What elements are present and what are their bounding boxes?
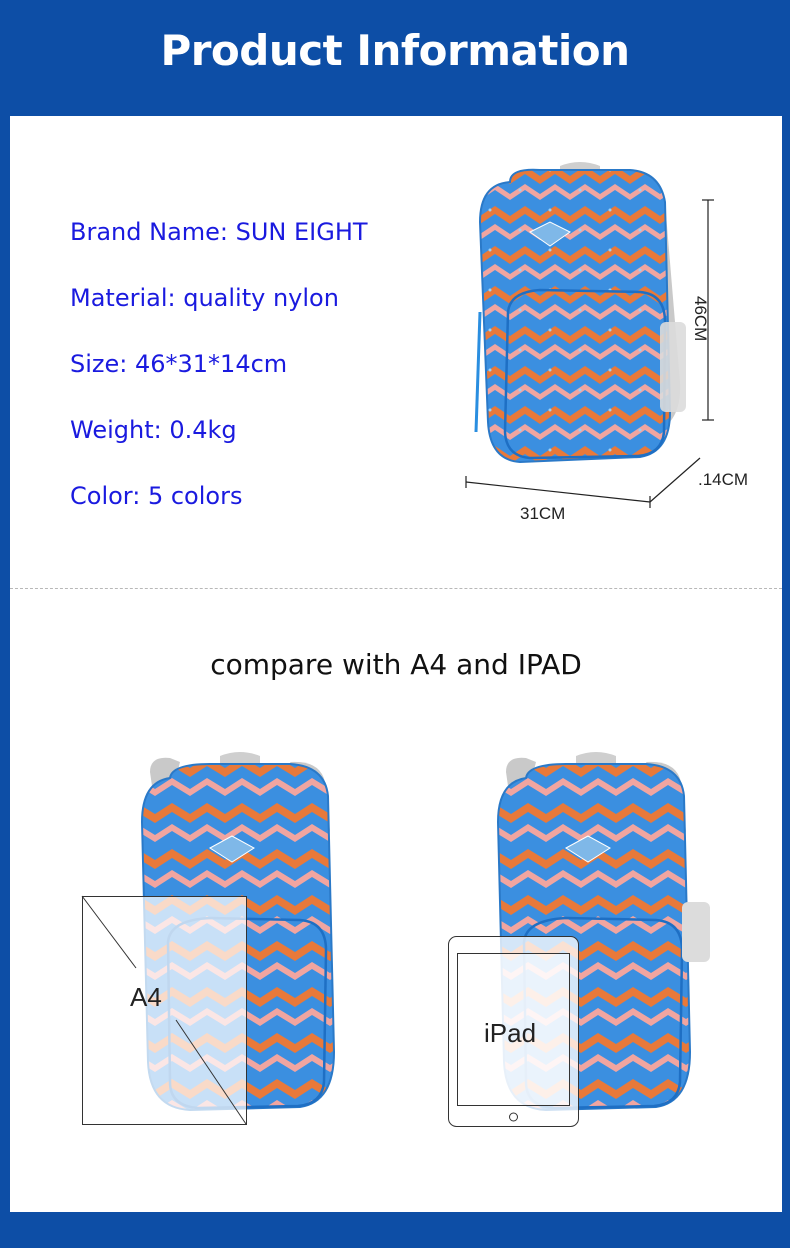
content-panel (10, 116, 782, 1212)
height-label: 46CM (691, 296, 710, 342)
a4-sheet-overlay (82, 896, 248, 1126)
spec-size: Size: 46*31*14cm (70, 350, 288, 378)
spec-material: Material: quality nylon (70, 284, 339, 312)
spec-brand: Brand Name: SUN EIGHT (70, 218, 368, 246)
page-title: Product Information (160, 25, 630, 75)
width-label: 31CM (520, 504, 566, 523)
dimension-lines (450, 196, 710, 516)
ipad-label: iPad (484, 1018, 537, 1048)
depth-label: .14CM (698, 470, 749, 489)
section-divider (10, 588, 782, 589)
spec-weight: Weight: 0.4kg (70, 416, 237, 444)
spec-color: Color: 5 colors (70, 482, 243, 510)
compare-title: compare with A4 and IPAD (210, 648, 582, 681)
header-banner (0, 0, 790, 100)
a4-label: A4 (130, 982, 162, 1012)
